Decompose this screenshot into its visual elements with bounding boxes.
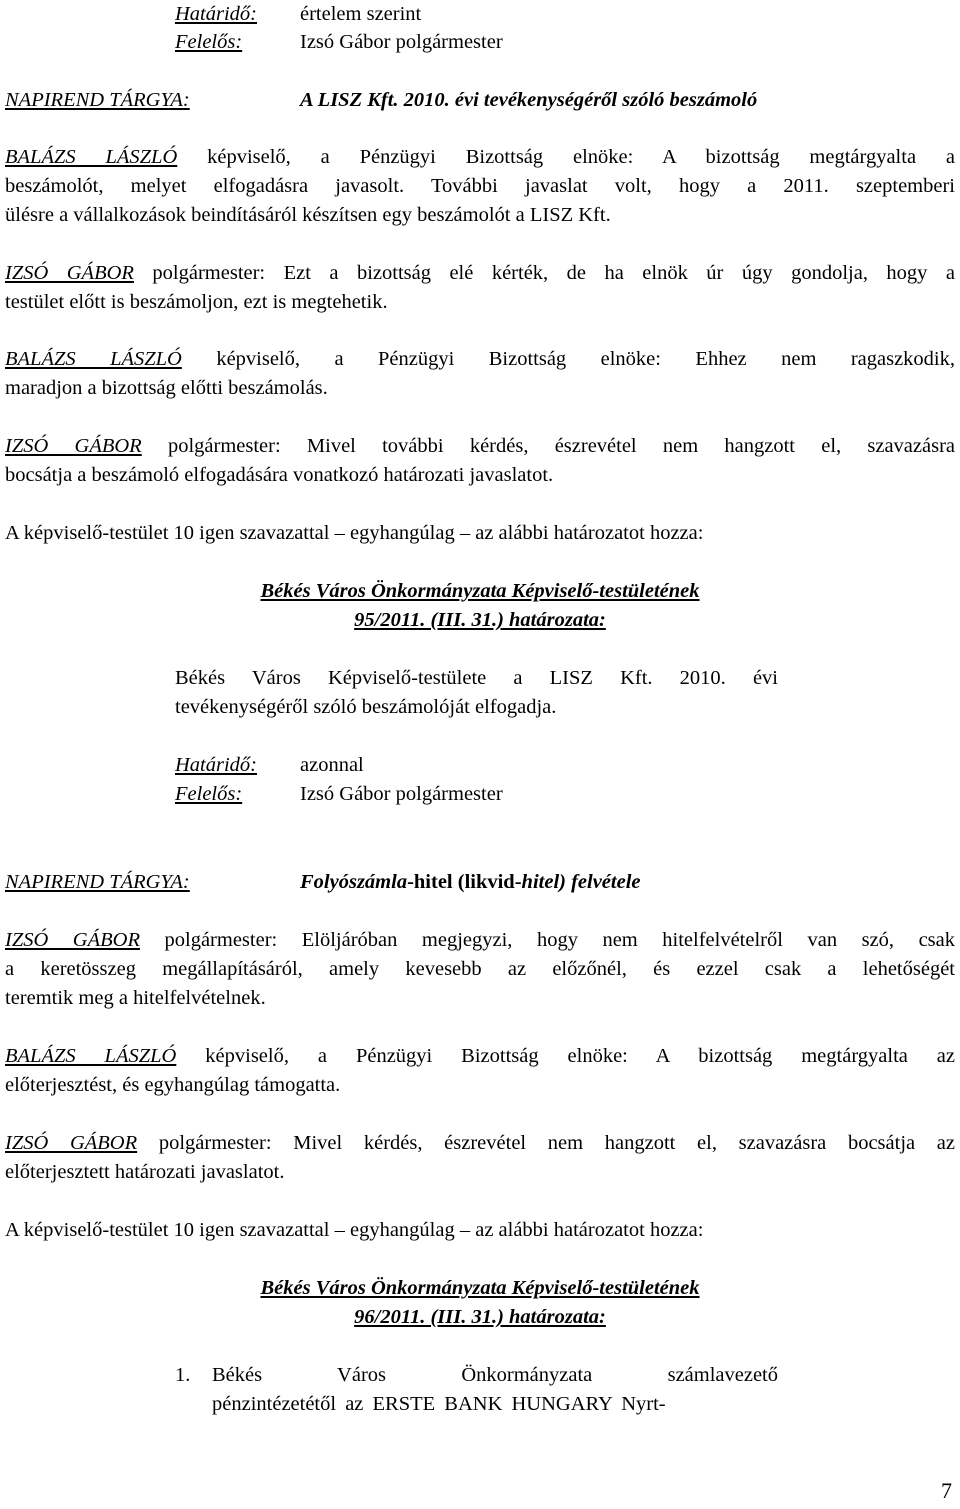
speech-paragraph	[5, 1042, 955, 1071]
speaker-name: BALÁZS LÁSZLÓ	[5, 348, 182, 370]
deadline-value: értelem szerint	[300, 3, 422, 25]
agenda-label: NAPIREND TÁRGYA:	[5, 871, 190, 893]
deadline-value: azonnal	[300, 754, 364, 776]
agenda-title-part: Folyószámla	[300, 871, 408, 893]
resolution-heading: Békés Város Önkormányzata Képviselő-testületének	[260, 1277, 700, 1299]
speech-line: bocsátja a beszámoló elfogadására vonatkozó határozati javaslatot.	[5, 464, 554, 486]
speech-line: testület előtt is beszámoljon, ezt is megtehetik.	[5, 291, 388, 313]
speaker-name: IZSÓ GÁBOR	[5, 1132, 138, 1154]
agenda-title	[300, 868, 641, 897]
speech-paragraph	[5, 432, 955, 461]
resolution-number: 96/2011. (III. 31.) határozata:	[354, 1306, 606, 1328]
agenda-title-part: hitel) felvétele	[521, 871, 641, 893]
responsible-label-text: Felelős:	[175, 783, 243, 805]
speech-paragraph	[5, 259, 955, 288]
resolution-text: tevékenységéről szóló beszámolóját elfogadja.	[175, 696, 557, 718]
responsible-value: Izsó Gábor polgármester	[300, 783, 503, 805]
agenda-title-part: -hitel (likvid-	[407, 871, 522, 893]
speech-text: polgármester: Elöljáróban megjegyzi, hogy nem hitelfelvételről van szó, csak	[164, 929, 955, 951]
speech-paragraph	[5, 345, 955, 374]
speech-line: a keretösszeg megállapításáról, amely kevesebb az előzőnél, és ezzel csak a lehetőségét	[5, 958, 955, 980]
speech-line: beszámolót, melyet elfogadásra javasolt. További javaslat volt, hogy a 2011. szeptemberi	[5, 175, 955, 197]
responsible-label	[175, 780, 242, 809]
speech-paragraph	[5, 143, 955, 172]
responsible-label-text: Felelős:	[175, 31, 243, 53]
speech-line: maradjon a bizottság előtti beszámolás.	[5, 377, 328, 399]
speaker-name: IZSÓ GÁBOR	[5, 435, 142, 457]
speech-paragraph	[5, 926, 955, 955]
speaker-name: IZSÓ GÁBOR	[5, 929, 140, 951]
speech-line: előterjesztett határozati javaslatot.	[5, 1161, 285, 1183]
speech-line: ülésre a vállalkozások beindításáról készítsen egy beszámolót a LISZ Kft.	[5, 204, 611, 226]
agenda-label: NAPIREND TÁRGYA:	[5, 89, 190, 111]
deadline-label-text: Határidő:	[175, 754, 257, 776]
vote-statement: A képviselő-testület 10 igen szavazattal – egyhangúlag – az alábbi határozatot hozza:	[5, 1219, 704, 1241]
resolution-text: Békés Város Képviselő-testülete a LISZ Kft. 2010. évi	[175, 667, 778, 689]
speaker-name: IZSÓ GÁBOR	[5, 262, 134, 284]
speech-line: előterjesztést, és egyhangúlag támogatta.	[5, 1074, 341, 1096]
resolution-heading: Békés Város Önkormányzata Képviselő-testületének	[260, 580, 700, 602]
resolution-number: 95/2011. (III. 31.) határozata:	[354, 609, 606, 631]
responsible-value: Izsó Gábor polgármester	[300, 31, 503, 53]
deadline-label	[175, 0, 257, 29]
deadline-label-text: Határidő:	[175, 3, 257, 25]
list-item-text: Békés Város Önkormányzata számlavezető	[212, 1364, 778, 1386]
agenda-title: A LISZ Kft. 2010. évi tevékenységéről szóló beszámoló	[300, 89, 758, 111]
speech-paragraph	[5, 1129, 955, 1158]
speech-text: képviselő, a Pénzügyi Bizottság elnöke: A bizottság megtárgyalta a	[207, 146, 955, 168]
vote-statement: A képviselő-testület 10 igen szavazattal – egyhangúlag – az alábbi határozatot hozza:	[5, 522, 704, 544]
speech-text: képviselő, a Pénzügyi Bizottság elnöke: A bizottság megtárgyalta az	[205, 1045, 956, 1067]
page-number: 7	[941, 1478, 952, 1503]
responsible-label	[175, 28, 242, 57]
speech-text: polgármester: Mivel további kérdés, észrevétel nem hangzott el, szavazásra	[167, 435, 956, 457]
speaker-name: BALÁZS LÁSZLÓ	[5, 1045, 177, 1067]
speech-text: polgármester: Ezt a bizottság elé kérték, de ha elnök úr úgy gondolja, hogy a	[152, 262, 955, 284]
speaker-name: BALÁZS LÁSZLÓ	[5, 146, 178, 168]
list-item-text: pénzintézetétől az ERSTE BANK HUNGARY Nyrt-	[212, 1393, 666, 1415]
list-item-number: 1.	[175, 1364, 191, 1386]
deadline-label	[175, 751, 257, 780]
speech-text: képviselő, a Pénzügyi Bizottság elnöke: Ehhez nem ragaszkodik,	[216, 348, 956, 370]
speech-text: polgármester: Mivel kérdés, észrevétel nem hangzott el, szavazásra bocsátja az	[158, 1132, 955, 1154]
speech-line: teremtik meg a hitelfelvételnek.	[5, 987, 266, 1009]
